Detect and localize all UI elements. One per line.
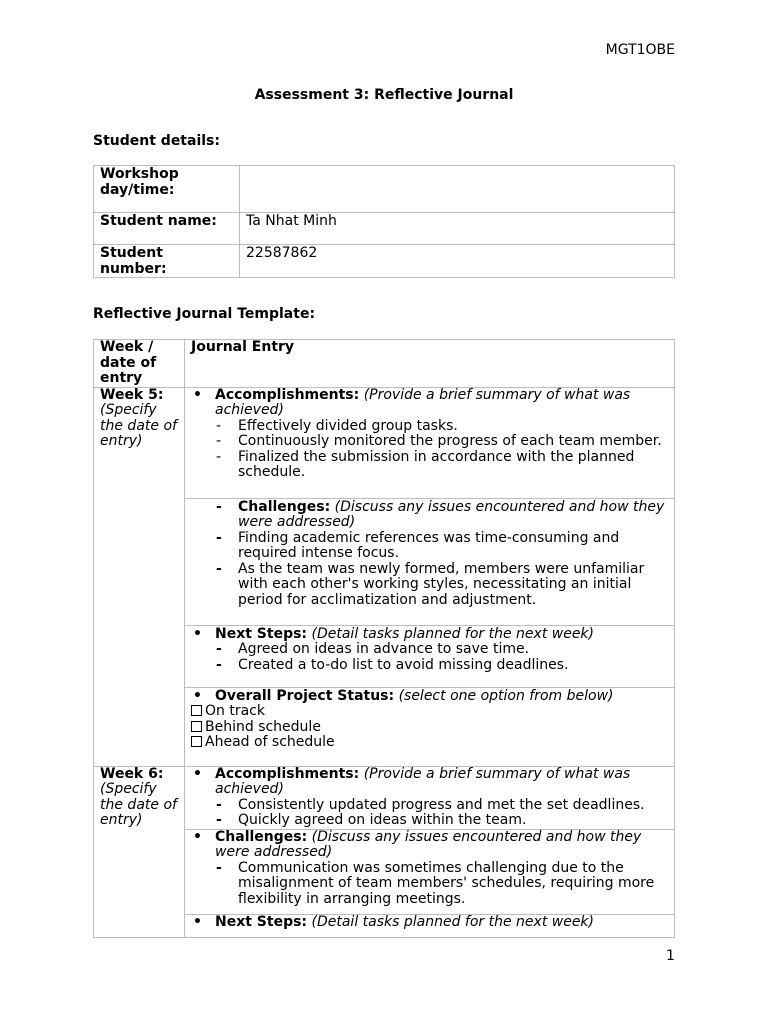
week5-date-hint: (Specify the date of entry) — [100, 402, 177, 449]
week5-next-steps — [185, 625, 675, 687]
status-option-on-track[interactable] — [191, 704, 668, 720]
student-name-value[interactable]: Ta Nhat Minh — [240, 213, 675, 245]
week5-challenges — [185, 498, 675, 625]
status-hint: (select one option from below) — [398, 687, 614, 704]
student-details-table — [93, 165, 675, 278]
list-item: - Continuously monitored the progress of each team member. — [191, 434, 668, 450]
list-item — [191, 627, 668, 643]
status-option-behind[interactable] — [191, 720, 668, 736]
list-item: - Finding academic references was time-consuming and required intense focus. — [191, 531, 668, 562]
chal-label: Challenges: — [215, 828, 308, 845]
acc-label: Accomplishments: — [215, 386, 360, 403]
student-number-value[interactable]: 22587862 — [240, 245, 675, 278]
week6-accomplishments — [185, 766, 675, 829]
list-item — [191, 500, 668, 531]
checkbox-icon[interactable] — [191, 705, 202, 716]
list-item — [191, 689, 668, 705]
status-option-label: Behind schedule — [205, 718, 321, 735]
list-item: - Agreed on ideas in advance to save time. — [191, 642, 668, 658]
journal-table — [93, 339, 675, 938]
checkbox-icon[interactable] — [191, 721, 202, 732]
week5-accomplishments — [185, 387, 675, 498]
list-item: - Consistently updated progress and met the set deadlines. — [191, 798, 668, 814]
student-name-label: Student name: — [94, 213, 240, 245]
table-row — [94, 766, 675, 829]
student-number-label: Student number: — [94, 245, 240, 278]
week5-status — [185, 687, 675, 766]
table-row — [94, 166, 675, 213]
list-item: - Effectively divided group tasks. — [191, 419, 668, 435]
week5-cell — [94, 387, 185, 766]
list-item: - Finalized the submission in accordance with the planned schedule. — [191, 450, 668, 481]
document-title: Assessment 3: Reflective Journal — [254, 87, 514, 103]
checkbox-icon[interactable] — [191, 736, 202, 747]
acc-hint: (Provide a brief summary of what was achieved) — [215, 765, 631, 797]
list-item — [191, 830, 668, 861]
next-hint: (Detail tasks planned for the next week) — [311, 625, 595, 642]
workshop-value[interactable] — [240, 166, 675, 213]
chal-label: Challenges: — [238, 498, 331, 515]
table-row — [94, 340, 675, 388]
list-item: - Quickly agreed on ideas within the team. — [191, 813, 668, 829]
col-entry-header: Journal Entry — [185, 340, 675, 388]
acc-hint: (Provide a brief summary of what was achieved) — [215, 386, 631, 418]
chal-hint: (Discuss any issues encountered and how they were addressed) — [238, 498, 665, 530]
list-item: - Created a to-do list to avoid missing deadlines. — [191, 658, 668, 674]
week6-label: Week 6: — [100, 765, 164, 782]
week5-label: Week 5: — [100, 386, 164, 403]
workshop-label: Workshop day/time: — [94, 166, 240, 213]
status-label: Overall Project Status: — [215, 687, 395, 704]
acc-label: Accomplishments: — [215, 765, 360, 782]
course-code: MGT1OBE — [605, 42, 675, 58]
list-item — [191, 767, 668, 798]
week6-cell — [94, 766, 185, 937]
week6-challenges — [185, 829, 675, 914]
list-item: - As the team was newly formed, members were unfamiliar with each other's working styles, necessitating an initial period for acclimatization and adjustment. — [191, 562, 668, 609]
next-hint: (Detail tasks planned for the next week) — [311, 913, 595, 930]
week6-next-steps — [185, 914, 675, 937]
journal-template-heading: Reflective Journal Template: — [93, 306, 316, 322]
status-option-label: On track — [205, 703, 265, 719]
table-row — [94, 213, 675, 245]
table-row — [94, 245, 675, 278]
table-row — [94, 387, 675, 498]
next-label: Next Steps: — [215, 913, 308, 930]
chal-hint: (Discuss any issues encountered and how they were addressed) — [215, 828, 642, 860]
list-item — [191, 915, 668, 931]
list-item — [191, 388, 668, 419]
list-item: - Communication was sometimes challenging due to the misalignment of team members' schedules, requiring more flexibility in arranging meetings. — [191, 861, 668, 908]
student-details-heading: Student details: — [93, 133, 220, 149]
status-option-label: Ahead of schedule — [205, 734, 335, 750]
page-number: 1 — [666, 948, 675, 964]
next-label: Next Steps: — [215, 625, 308, 642]
week6-date-hint: (Specify the date of entry) — [100, 781, 177, 828]
status-option-ahead[interactable] — [191, 735, 668, 751]
col-week-header: Week / date of entry — [94, 340, 185, 388]
